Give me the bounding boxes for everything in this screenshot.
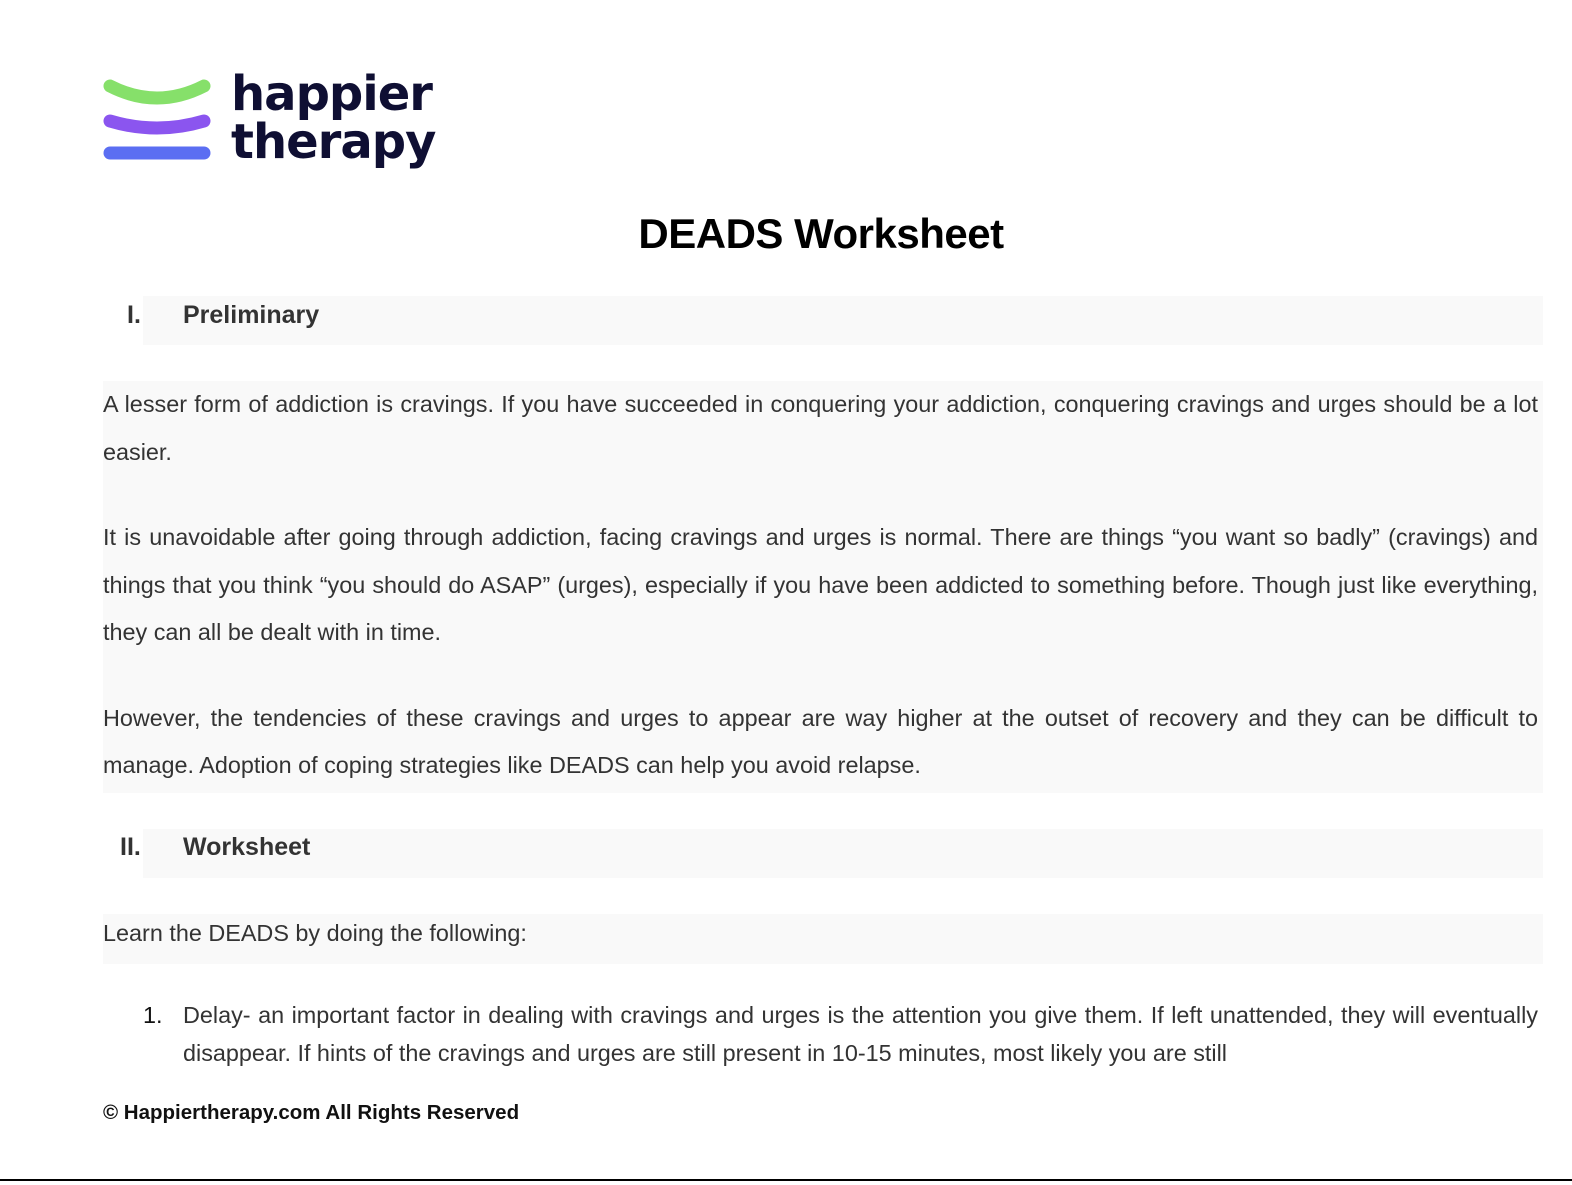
page-bottom-divider — [0, 1179, 1572, 1181]
copyright-footer: © Happiertherapy.com All Rights Reserved — [103, 1101, 520, 1124]
list-item — [103, 996, 1543, 1072]
paragraph-1: A lesser form of addiction is cravings. If you have succeeded in conquering your addiction, conquering cravings and urges should be a lot easier. — [103, 391, 1538, 465]
worksheet-intro: Learn the DEADS by doing the following: — [103, 920, 527, 946]
logo-wordmark — [231, 66, 436, 170]
logo-line-1: happier — [231, 66, 432, 122]
list-item-text: Delay- an important factor in dealing with cravings and urges is the attention you give them. If left unattended, they will eventually disappear. If hints of the cravings and urges are still present in 10-15 minutes, most likely you are still — [183, 1002, 1538, 1066]
preliminary-body — [103, 381, 1543, 793]
logo-line-2: therapy — [231, 114, 436, 170]
worksheet-intro-block — [103, 914, 1543, 964]
paragraph-2: It is unavoidable after going through addiction, facing cravings and urges is normal. There are things “you want so badly” (cravings) and things that you think “you should do ASAP” (urges), especially if you have been addicted to something before. Though just like everything, they can all be dealt with in time. — [103, 524, 1538, 645]
logo-mark-icon — [103, 78, 211, 162]
section-number-1: I. — [127, 301, 141, 329]
section-heading-preliminary — [143, 296, 1543, 345]
section-heading-worksheet — [143, 829, 1543, 878]
paragraph-3: However, the tendencies of these cravings and urges to appear are way higher at the outset of recovery and they can be difficult to manage. Adoption of coping strategies like DEADS can help you avoid relapse. — [103, 704, 1538, 778]
section-number-2: II. — [120, 833, 141, 861]
page-title: DEADS Worksheet — [638, 210, 1004, 257]
list-item-number: 1. — [143, 1002, 163, 1028]
section-title-preliminary: Preliminary — [183, 301, 320, 329]
section-title-worksheet: Worksheet — [183, 833, 311, 861]
deads-steps-list — [103, 996, 1543, 1072]
happier-therapy-logo — [103, 66, 436, 172]
